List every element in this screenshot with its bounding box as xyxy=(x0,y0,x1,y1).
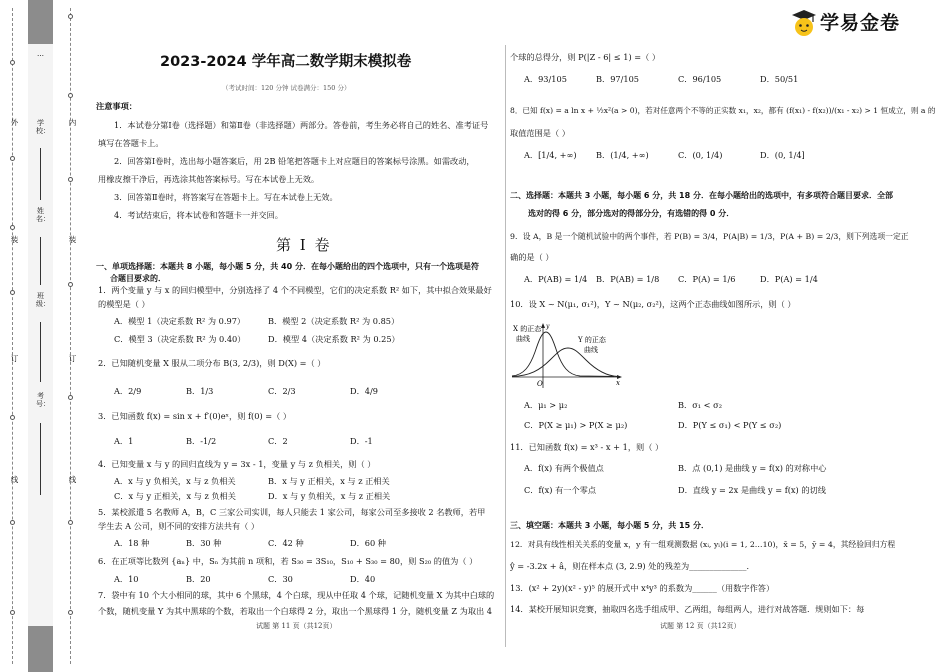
logo-text: 学易金卷 xyxy=(820,12,901,34)
q2-option-d[interactable]: D．4/9 xyxy=(350,386,378,396)
q9-stem-cont: 确的是（ ） xyxy=(510,252,554,262)
x-curve-label-2: 曲线 xyxy=(516,335,530,343)
q12-line1: 12．对具有线性相关关系的变量 x，y 有一组观测数据 (xᵢ, yᵢ)(i = 1, 2…10)，x̄ = 5，ȳ = 4，其经验回归方程 xyxy=(510,540,896,549)
section3-heading: 三、填空题：本题共 3 小题，每小题 5 分，共 15 分． xyxy=(510,521,709,530)
section-juan-heading: 第 Ⅰ 卷 xyxy=(276,236,332,254)
notice-line: 2．回答第Ⅰ卷时，选出每小题答案后，用 2B 铅笔把答题卡上对应题目的答案标号涂黑。如需改动， xyxy=(114,156,475,166)
inner-label: 线 xyxy=(68,475,77,484)
q8-option-a[interactable]: A．[1/4, +∞) xyxy=(524,150,577,160)
q7-option-c[interactable]: C．96/105 xyxy=(678,74,722,84)
q5-option-a[interactable]: A．18 种 xyxy=(114,538,150,548)
origin-label: O xyxy=(537,380,543,388)
binding-hole xyxy=(10,520,15,525)
q1-option-d[interactable]: D．模型 4（决定系数 R² 为 0.25） xyxy=(268,334,400,344)
q12-line2: ŷ = -3.2x + â，则在样本点 (3, 2.9) 处的残差为______________． xyxy=(510,561,755,571)
binding-hole xyxy=(68,93,73,98)
q1-option-c[interactable]: C．模型 3（决定系数 R² 为 0.40） xyxy=(114,334,246,344)
notice-line: 4．考试结束后，将本试卷和答题卡一并交回。 xyxy=(114,210,283,220)
binding-hole xyxy=(68,520,73,525)
left-page xyxy=(96,0,502,672)
inner-label: 装 xyxy=(68,235,77,244)
binding-hole xyxy=(10,415,15,420)
q6-option-b[interactable]: B．20 xyxy=(186,574,211,584)
section2-heading-cont: 选对的得 6 分，部分选对的得部分分，有选错的得 0 分． xyxy=(528,209,735,218)
q6-stem: 6．在正项等比数列 {aₙ} 中，Sₙ 为其前 n 项和，若 S₃₀ = 3S₁₀，S₁₀ + S₃₀ = 80，则 S₂₀ 的值为（ ） xyxy=(98,556,478,566)
q6-option-a[interactable]: A．10 xyxy=(114,574,139,584)
q8-option-d[interactable]: D．(0, 1/4] xyxy=(760,150,805,160)
name-field-line[interactable] xyxy=(40,237,41,285)
inner-label: 内 xyxy=(68,118,77,127)
q11-option-c[interactable]: C．f(x) 有一个零点 xyxy=(524,485,597,495)
q1-stem: 1．两个变量 y 与 x 的回归模型中，分别选择了 4 个不同模型，它们的决定系数 R² 如下，其中拟合效果最好 xyxy=(98,285,492,295)
q3-option-c[interactable]: C．2 xyxy=(268,436,288,446)
q3-option-a[interactable]: A．1 xyxy=(114,436,134,446)
q10-option-d[interactable]: D．P(Y ≤ σ₁) < P(Y ≤ σ₂) xyxy=(678,420,782,430)
q3-option-b[interactable]: B．-1/2 xyxy=(186,436,217,446)
q2-option-c[interactable]: C．2/3 xyxy=(268,386,296,396)
q5-stem: 5．某校派遣 5 名教师 A，B，C 三家公司实训，每人只能去 1 家公司，每家公司至多接收 2 名教师，若甲 xyxy=(98,507,486,517)
inner-dash-line xyxy=(70,8,71,664)
q3-option-d[interactable]: D．-1 xyxy=(350,436,373,446)
q7-option-b[interactable]: B．97/105 xyxy=(596,74,640,84)
q7-stem-end: 个球的总得分，则 P(|Z - 6| ≤ 1) =（ ） xyxy=(510,52,661,62)
q5-stem-cont: 学生去 A 公司，则不同的安排方法共有（ ） xyxy=(98,521,260,531)
q11-option-b[interactable]: B．点 (0,1) 是曲线 y = f(x) 的对称中心 xyxy=(678,463,827,473)
binding-hole xyxy=(68,395,73,400)
right-page xyxy=(510,0,936,672)
x-curve-label: X 的正态 xyxy=(513,325,542,333)
page-footer-left: 试题 第 11 页（共12页） xyxy=(256,622,337,630)
y-axis-label: y xyxy=(546,323,550,330)
q6-option-c[interactable]: C．30 xyxy=(268,574,293,584)
outer-label: 线 xyxy=(10,475,19,484)
section1-heading: 一、单项选择题：本题共 8 小题，每小题 5 分，共 40 分．在每小题给出的四个选项中，只有一个选项是符 xyxy=(96,262,479,271)
q7-option-a[interactable]: A．93/105 xyxy=(524,74,567,84)
q1-option-b[interactable]: B．模型 2（决定系数 R² 为 0.85） xyxy=(268,316,400,326)
page-footer-right: 试题 第 12 页（共12页） xyxy=(660,622,741,630)
binding-hole xyxy=(68,610,73,615)
section2-heading: 二、选择题：本题共 3 小题，每小题 6 分，共 18 分．在每小题给出的选项中，有多项符合题目要求．全部 xyxy=(510,191,893,200)
notice-line: 1．本试卷分第Ⅰ卷（选择题）和第Ⅱ卷（非选择题）两部分。答卷前，考生务必将自己的姓名、准考证号 xyxy=(114,120,489,130)
q2-option-b[interactable]: B．1/3 xyxy=(186,386,214,396)
q9-stem: 9．设 A，B 是一个随机试验中的两个事件，若 P(B) = 3/4，P(A|B) = 1/3，P(A + B) = 2/3，则下列选项一定正 xyxy=(510,232,909,241)
binding-hole xyxy=(68,177,73,182)
q2-option-a[interactable]: A．2/9 xyxy=(114,386,142,396)
y-curve-label: Y 的正态 xyxy=(578,336,606,344)
q3-stem: 3．已知函数 f(x) = sin x + f′(0)eˣ，则 f(0) =（ ） xyxy=(98,411,292,421)
binding-hole xyxy=(68,14,73,19)
binding-strip xyxy=(0,0,80,672)
q4-option-c[interactable]: C．x 与 y 正相关，x 与 z 负相关 xyxy=(114,491,236,501)
q7-stem: 7．袋中有 10 个大小相同的球，其中 6 个黑球，4 个白球，现从中任取 4 个球，记随机变量 X 为其中白球的 xyxy=(98,590,495,600)
q6-option-d[interactable]: D．40 xyxy=(350,574,376,584)
q4-stem: 4．已知变量 x 与 y 的回归直线为 y = 3x - 1，变量 y 与 z 负相关，则（ ） xyxy=(98,459,376,469)
outer-dash-line xyxy=(12,8,13,664)
q13-stem: 13．(x² + 2y)(x² - y)⁵ 的展开式中 x⁴y³ 的系数为______（用数字作答） xyxy=(510,583,775,593)
x-axis-label: x xyxy=(616,379,620,387)
school-field-label: 学校： xyxy=(36,119,50,135)
binding-hole xyxy=(10,60,15,65)
band-dark-top xyxy=(28,0,53,44)
q8-option-b[interactable]: B．(1/4, +∞) xyxy=(596,150,649,160)
normal-curves-graph xyxy=(510,322,625,390)
exam-subtitle: （考试时间：120 分钟 试卷满分：150 分） xyxy=(222,84,351,92)
q1-option-a[interactable]: A．模型 1（决定系数 R² 为 0.97） xyxy=(114,316,246,326)
outer-label: 装 xyxy=(10,235,19,244)
q9-option-b[interactable]: B．P(AB) = 1/8 xyxy=(596,274,660,284)
outer-label: 外 xyxy=(10,118,19,127)
band-dark-bottom xyxy=(28,626,53,672)
q4-option-b[interactable]: B．x 与 y 正相关，x 与 z 正相关 xyxy=(268,476,390,486)
q8-option-c[interactable]: C．(0, 1/4) xyxy=(678,150,723,160)
q8-stem-cont: 取值范围是（ ） xyxy=(510,128,570,138)
notice-line: 填写在答题卡上。 xyxy=(98,138,164,148)
dots: … xyxy=(37,50,44,58)
column-divider xyxy=(505,45,506,647)
q11-option-a[interactable]: A．f(x) 有两个极值点 xyxy=(524,463,604,473)
id-field-line[interactable] xyxy=(40,423,41,495)
binding-hole xyxy=(10,225,15,230)
q9-option-d[interactable]: D．P(A) = 1/4 xyxy=(760,274,818,284)
q7-option-d[interactable]: D．50/51 xyxy=(760,74,799,84)
q10-option-b[interactable]: B．σ₁ < σ₂ xyxy=(678,400,723,410)
q2-stem: 2．已知随机变量 X 服从二项分布 B(3, 2/3)，则 D(X) =（ ） xyxy=(98,358,326,368)
q10-stem: 10．设 X ~ N(μ₁, σ₁²)，Y ~ N(μ₂, σ₂²)，这两个正态曲线如图所示，则（ ） xyxy=(510,299,796,309)
outer-label: 订 xyxy=(10,354,19,363)
y-normal-curve xyxy=(512,348,618,377)
exam-title: 2023-2024 学年高二数学期末模拟卷 xyxy=(160,54,412,70)
q8-stem: 8．已知 f(x) = a ln x + ½x²(a > 0)，若对任意两个不等的正实数 x₁，x₂，都有 (f(x₁) - f(x₂))/(x₁ - x₂) > 1 恒成立，则 a 的 xyxy=(510,106,936,115)
q10-option-c[interactable]: C．P(X ≥ μ₁) > P(X ≥ μ₂) xyxy=(524,420,628,430)
id-field-label: 考号： xyxy=(36,392,50,408)
class-field-line[interactable] xyxy=(40,322,41,382)
binding-hole xyxy=(10,156,15,161)
notice-line: 用橡皮擦干净后，再选涂其他答案标号。写在本试卷上无效。 xyxy=(98,174,320,184)
q11-option-d[interactable]: D．直线 y = 2x 是曲线 y = f(x) 的切线 xyxy=(678,485,826,495)
q5-option-d[interactable]: D．60 种 xyxy=(350,538,386,548)
binding-hole xyxy=(68,282,73,287)
q14-stem: 14．某校开展知识竞赛，抽取四名选手组成甲、乙两组，每组两人，进行对战答题．规则如下：每 xyxy=(510,604,865,614)
q9-option-c[interactable]: C．P(A) = 1/6 xyxy=(678,274,736,284)
notice-line: 3．回答第Ⅱ卷时，将答案写在答题卡上。写在本试卷上无效。 xyxy=(114,192,338,202)
q4-option-d[interactable]: D．x 与 y 负相关，x 与 z 正相关 xyxy=(268,491,391,501)
class-field-label: 班级： xyxy=(36,292,50,308)
q5-option-b[interactable]: B．30 种 xyxy=(186,538,222,548)
binding-hole xyxy=(10,290,15,295)
q10-option-a[interactable]: A．μ₁ > μ₂ xyxy=(524,400,568,410)
y-axis-arrow xyxy=(541,323,545,328)
q4-option-a[interactable]: A．x 与 y 负相关，x 与 z 负相关 xyxy=(114,476,236,486)
q9-option-a[interactable]: A．P(AB) = 1/4 xyxy=(524,274,588,284)
q7-stem-cont: 个数，随机变量 Y 为其中黑球的个数，若取出一个白球得 2 分，取出一个黑球得 1 分，随机变量 Z 为取出 4 xyxy=(98,606,493,616)
q5-option-c[interactable]: C．42 种 xyxy=(268,538,304,548)
notice-heading: 注意事项： xyxy=(96,101,137,111)
section1-heading-cont: 合题目要求的． xyxy=(110,274,166,283)
name-field-label: 姓名： xyxy=(36,207,50,223)
q1-stem-cont: 的模型是（ ） xyxy=(98,299,150,309)
q11-stem: 11．已知函数 f(x) = x³ - x + 1，则（ ） xyxy=(510,442,664,452)
school-field-line[interactable] xyxy=(40,148,41,200)
binding-hole xyxy=(10,610,15,615)
y-curve-label-2: 曲线 xyxy=(584,346,598,354)
inner-label: 订 xyxy=(68,354,77,363)
